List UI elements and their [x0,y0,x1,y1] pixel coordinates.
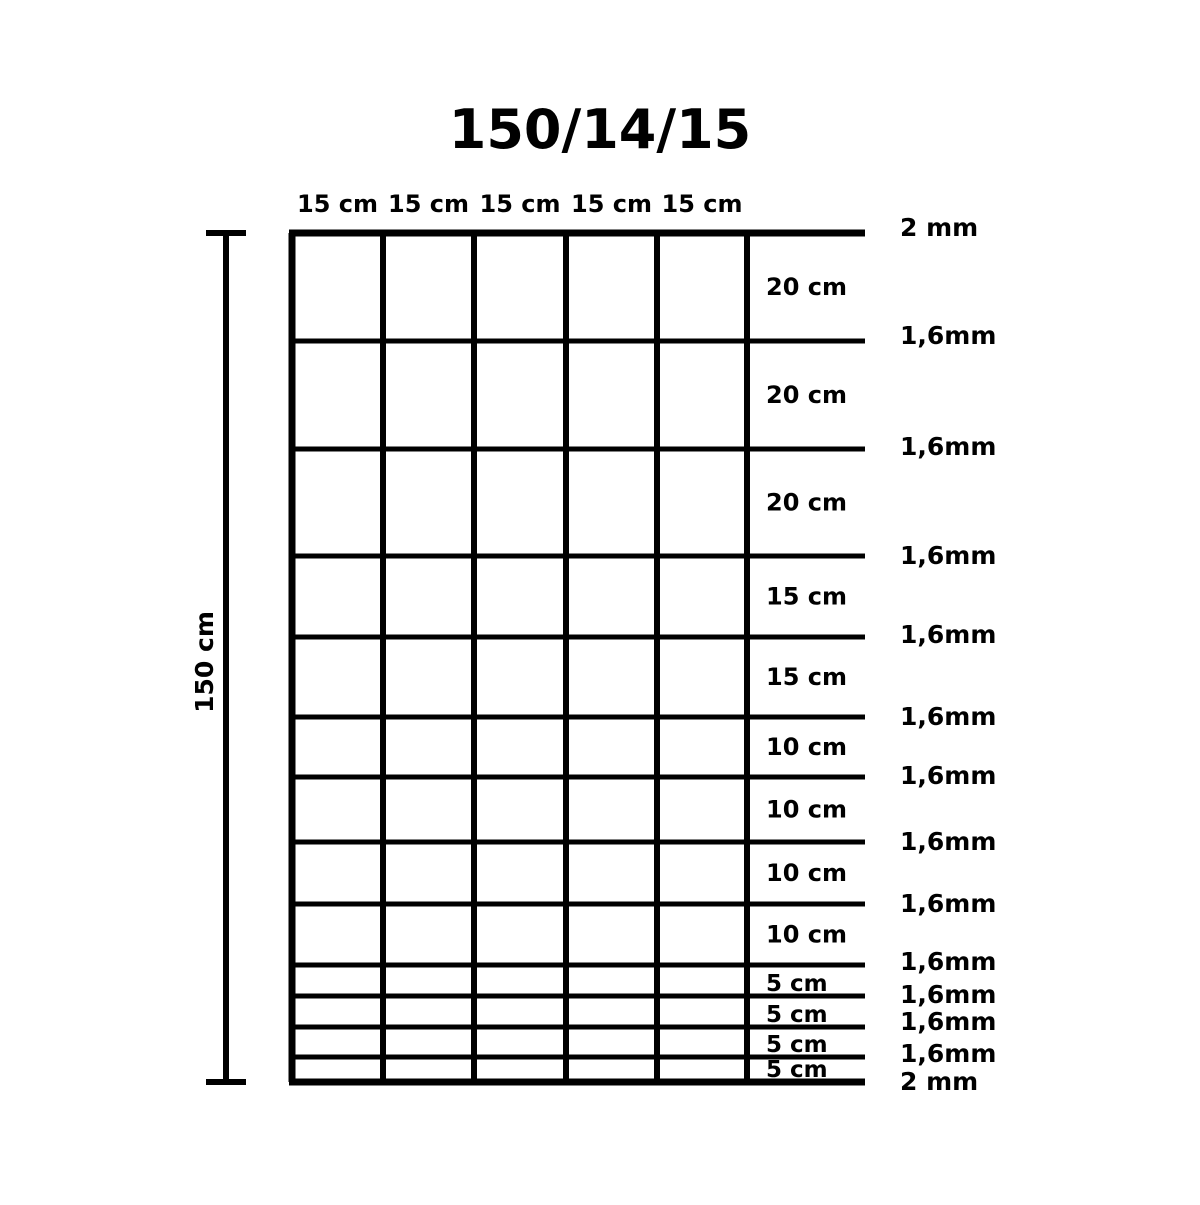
column-spacing-label: 15 cm [388,190,469,218]
row-spacing-label: 10 cm [766,733,847,761]
wire-gauge-label: 1,6mm [900,761,997,790]
row-spacing-label: 5 cm [766,1002,828,1028]
column-spacing-label: 15 cm [661,190,743,218]
column-spacing-label: 15 cm [297,190,378,218]
row-spacing-labels [766,273,847,1083]
wire-gauge-label: 1,6mm [900,702,997,731]
row-spacing-label: 10 cm [766,920,847,949]
row-spacing-label: 5 cm [766,971,828,997]
wire-gauge-label: 1,6mm [900,947,997,976]
row-spacing-label: 5 cm [766,1032,828,1058]
diagram-title: 150/14/15 [448,98,752,161]
wire-gauge-label: 1,6mm [900,432,997,461]
wire-gauge-label: 1,6mm [900,541,997,570]
wire-gauge-labels [900,213,996,1096]
wire-gauge-label: 2 mm [900,213,979,242]
column-spacing-label: 15 cm [571,190,652,218]
row-spacing-label: 20 cm [766,381,847,409]
wire-gauge-label: 1,6mm [900,889,997,918]
column-spacing-labels [297,190,743,218]
wire-gauge-label: 2 mm [900,1067,979,1096]
row-spacing-label: 5 cm [766,1057,828,1083]
row-spacing-label: 10 cm [766,859,847,887]
height-label: 150 cm [190,611,219,713]
wire-gauge-label: 1,6mm [900,321,997,350]
row-spacing-label: 15 cm [766,582,847,611]
wire-gauge-label: 1,6mm [900,827,997,856]
row-spacing-label: 15 cm [766,663,847,691]
row-spacing-label: 20 cm [766,488,847,517]
row-spacing-label: 10 cm [766,795,847,824]
wire-gauge-label: 1,6mm [900,980,997,1009]
wire-gauge-label: 1,6mm [900,1007,997,1036]
wire-mesh-grid [289,233,865,1082]
row-spacing-label: 20 cm [766,273,847,301]
wire-gauge-label: 1,6mm [900,620,997,649]
wire-gauge-label: 1,6mm [900,1039,997,1068]
column-spacing-label: 15 cm [479,190,561,218]
